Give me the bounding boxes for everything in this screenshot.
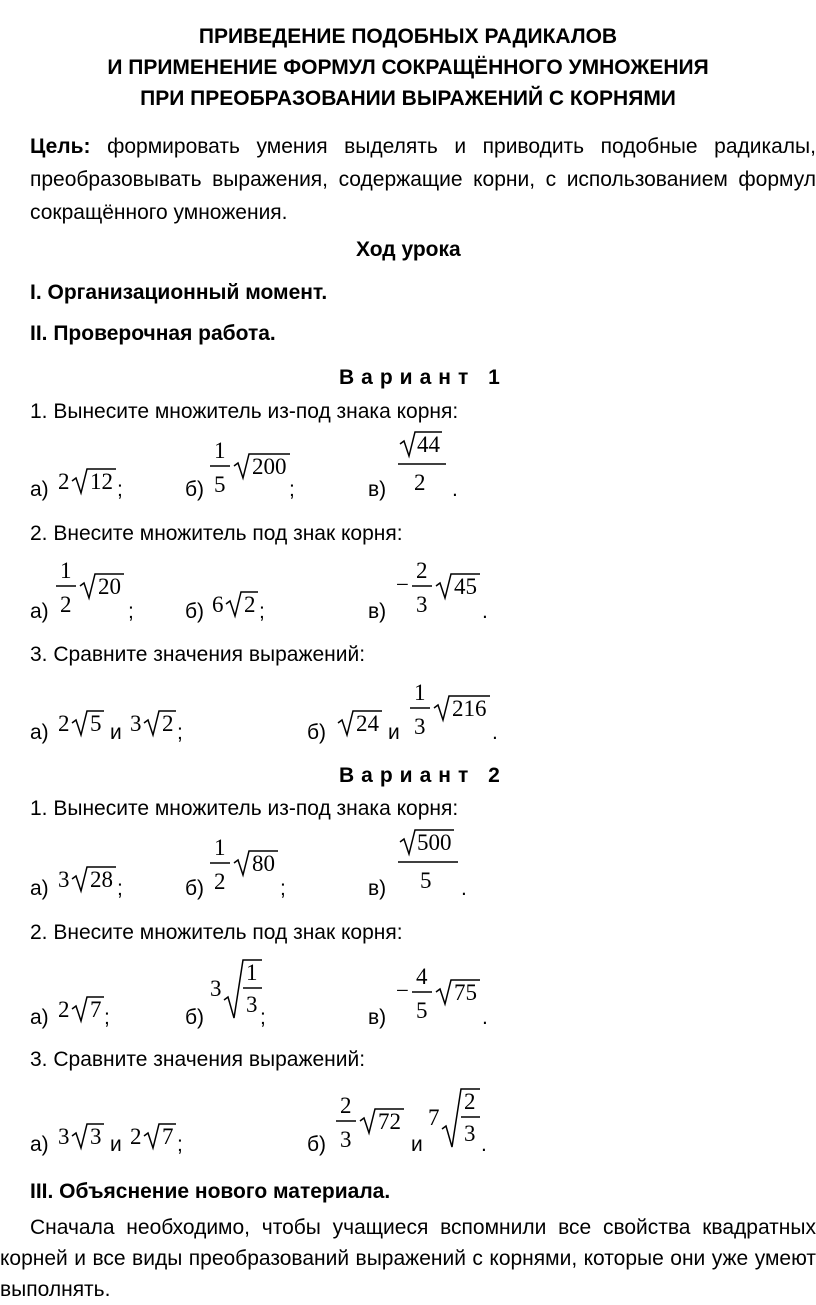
numerator: 2 — [464, 1089, 476, 1114]
label-b: б) — [185, 478, 205, 501]
coef: 3 — [58, 1124, 70, 1149]
numerator: 1 — [214, 438, 226, 463]
period: . — [482, 600, 488, 623]
v1-3b-left-expression — [336, 707, 396, 741]
label-b: б) — [185, 877, 205, 900]
and-word: и — [411, 1133, 423, 1156]
semicolon: ; — [177, 1133, 183, 1156]
semicolon: ; — [259, 600, 265, 623]
radicand: 3 — [90, 1124, 102, 1149]
numerator: 2 — [416, 558, 428, 583]
denominator: 2 — [414, 470, 426, 495]
semicolon: ; — [260, 1006, 266, 1029]
variant-2-task-3: 3. Сравните значения выражений: — [30, 1048, 366, 1071]
variant-2-task-1: 1. Вынесите множитель из-под знака корня: — [30, 797, 459, 820]
label-b: б) — [185, 600, 205, 623]
semicolon: ; — [117, 877, 123, 900]
v2-1v-expression — [396, 826, 466, 896]
denominator: 5 — [214, 472, 226, 497]
v2-3b-left-expression — [336, 1091, 416, 1161]
section-3-heading: III. Объяснение нового материала. — [30, 1180, 391, 1203]
radicand: 2 — [162, 711, 174, 736]
label-a: а) — [30, 1006, 49, 1029]
minus-sign: − — [396, 572, 409, 597]
v1-3a-left-expression — [58, 707, 108, 741]
v1-3a-right-expression — [130, 707, 180, 741]
coef: 3 — [210, 976, 222, 1001]
variant-1-title: Вариант 1 — [339, 366, 507, 389]
denominator: 3 — [414, 714, 426, 739]
label-a: а) — [30, 478, 49, 501]
section-1-heading: I. Организационный момент. — [30, 281, 328, 304]
label-a: а) — [30, 721, 49, 744]
variant-1-task-2: 2. Внесите множитель под знак корня: — [30, 522, 403, 545]
radicand: 200 — [252, 454, 287, 479]
period: . — [452, 478, 458, 501]
radicand: 28 — [90, 867, 113, 892]
numerator: 1 — [246, 960, 258, 985]
period: . — [482, 1006, 488, 1029]
numerator: 2 — [340, 1093, 352, 1118]
and-word: и — [110, 1133, 122, 1156]
coef: 2 — [58, 997, 70, 1022]
coef: 2 — [130, 1124, 142, 1149]
label-b: б) — [307, 721, 327, 744]
v2-3b-right-expression — [428, 1085, 488, 1155]
radicand: 20 — [98, 574, 121, 599]
denominator: 3 — [416, 592, 428, 617]
semicolon: ; — [117, 478, 123, 501]
section-2-heading: II. Проверочная работа. — [30, 322, 276, 345]
label-b: б) — [185, 1006, 205, 1029]
radicand: 12 — [90, 469, 113, 494]
semicolon: ; — [128, 600, 134, 623]
goal-label: Цель: — [30, 135, 91, 158]
radicand: 500 — [417, 830, 452, 855]
period: . — [461, 877, 467, 900]
v2-2a-expression — [58, 993, 108, 1027]
v1-2v-expression — [396, 556, 491, 626]
label-b: б) — [307, 1133, 327, 1156]
coef: 2 — [58, 469, 70, 494]
radicand: 44 — [417, 432, 440, 457]
denominator: 3 — [340, 1127, 352, 1152]
radicand: 45 — [454, 574, 477, 599]
label-a: а) — [30, 600, 49, 623]
variant-1-task-1: 1. Вынесите множитель из-под знака корня: — [30, 400, 459, 423]
coef: 3 — [130, 711, 142, 736]
radicand: 24 — [356, 711, 379, 736]
variant-2-title: Вариант 2 — [339, 764, 507, 787]
denominator: 3 — [464, 1121, 476, 1146]
numerator: 1 — [214, 835, 226, 860]
v1-1b-expression — [210, 436, 300, 506]
label-a: а) — [30, 1133, 49, 1156]
v1-3b-right-expression — [410, 678, 500, 748]
radicand: 75 — [454, 980, 477, 1005]
v2-2v-expression — [396, 962, 491, 1032]
radicand: 216 — [452, 696, 487, 721]
radicand: 72 — [378, 1109, 401, 1134]
variant-2-task-2: 2. Внесите множитель под знак корня: — [30, 921, 403, 944]
denominator: 5 — [416, 998, 428, 1023]
v2-3a-right-expression — [130, 1120, 180, 1154]
label-v: в) — [368, 1006, 387, 1029]
lesson-heading: Ход урока — [356, 238, 461, 261]
semicolon: ; — [104, 1006, 110, 1029]
radicand: 2 — [244, 592, 256, 617]
radicand: 7 — [90, 997, 102, 1022]
radicand: 5 — [90, 711, 102, 736]
coef: 7 — [428, 1105, 440, 1130]
denominator: 5 — [420, 868, 432, 893]
closing-paragraph: Сначала необходимо, чтобы учащиеся вспомнили все свойства квадратных корней и все виды преобразований выражений с корнями, которые они уже умеют выполнять. — [0, 1216, 816, 1301]
and-word: и — [388, 721, 400, 744]
label-v: в) — [368, 877, 387, 900]
title-line-2: И ПРИМЕНЕНИЕ ФОРМУЛ СОКРАЩЁННОГО УМНОЖЕНИЯ — [107, 56, 709, 79]
title-line-1: ПРИВЕДЕНИЕ ПОДОБНЫХ РАДИКАЛОВ — [198, 25, 618, 48]
period: . — [481, 1133, 487, 1156]
goal-paragraph — [30, 130, 816, 229]
semicolon: ; — [177, 721, 183, 744]
and-word: и — [110, 721, 122, 744]
goal-text: формировать умения выделять и приводить подобные радикалы, преобразовывать выражения, содержащие корни, с использованием формул сокращённого умножения. — [30, 135, 816, 224]
variant-1-task-3: 3. Сравните значения выражений: — [30, 643, 366, 666]
label-v: в) — [368, 478, 387, 501]
v1-2a-expression — [56, 556, 136, 626]
v2-1b-expression — [210, 833, 290, 903]
radicand: 80 — [252, 851, 275, 876]
coef: 2 — [58, 711, 70, 736]
semicolon: ; — [280, 877, 286, 900]
period: . — [492, 721, 498, 744]
title-line-3: ПРИ ПРЕОБРАЗОВАНИИ ВЫРАЖЕНИЙ С КОРНЯМИ — [140, 87, 676, 110]
label-a: а) — [30, 877, 49, 900]
numerator: 1 — [60, 558, 72, 583]
numerator: 4 — [416, 964, 428, 989]
denominator: 3 — [246, 992, 258, 1017]
denominator: 2 — [60, 592, 72, 617]
minus-sign: − — [396, 978, 409, 1003]
denominator: 2 — [214, 869, 226, 894]
radicand: 7 — [162, 1124, 174, 1149]
coef: 3 — [58, 867, 70, 892]
coef: 6 — [212, 592, 224, 617]
v2-3a-left-expression — [58, 1120, 108, 1154]
numerator: 1 — [414, 680, 426, 705]
semicolon: ; — [289, 478, 295, 501]
label-v: в) — [368, 600, 387, 623]
v1-1v-expression — [396, 428, 456, 498]
